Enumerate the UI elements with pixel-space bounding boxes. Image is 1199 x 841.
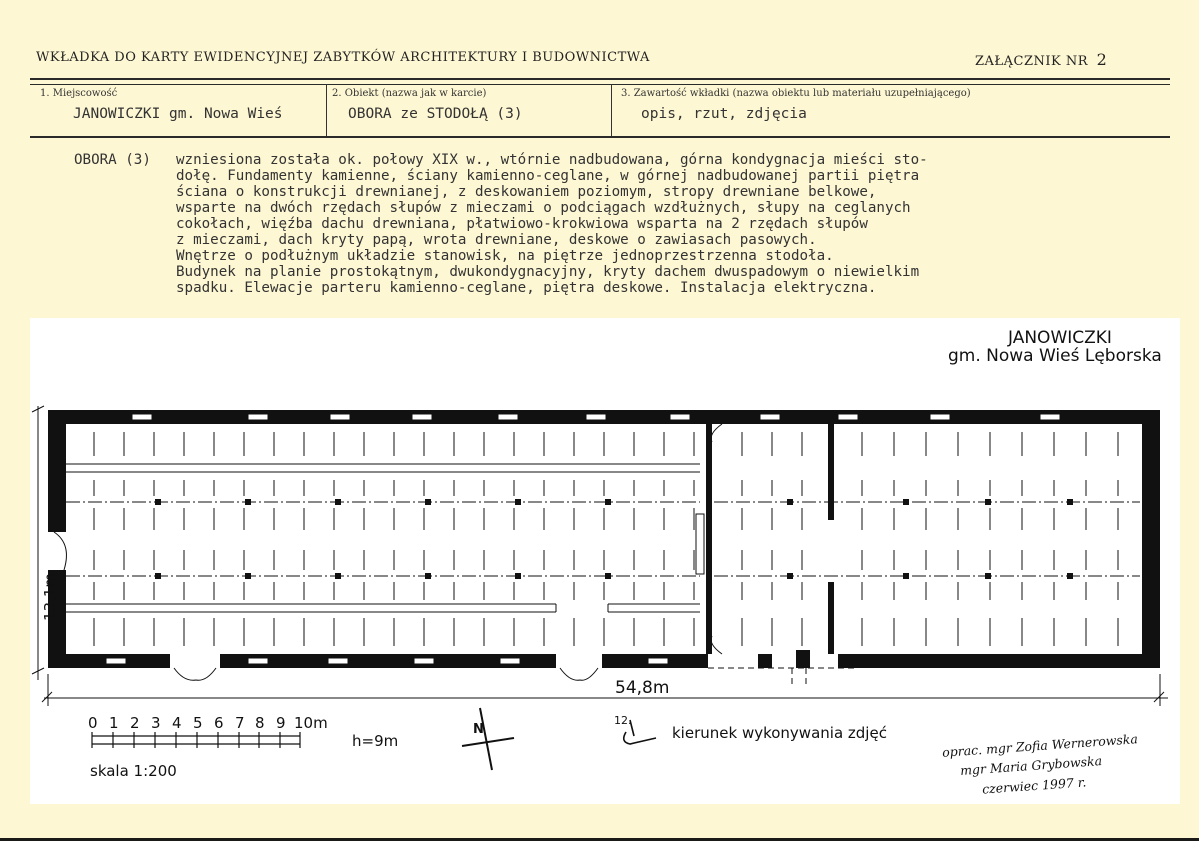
post — [335, 573, 341, 579]
credit-line: mgr Maria Grybowska — [959, 753, 1103, 778]
description-line: spadku. Elewacje parteru kamienno-ceglane, piętra deskowe. Instalacja elektryczna. — [176, 280, 877, 296]
description-line: Budynek na planie prostokątnym, dwukondygnacyjny, kryty dachem dwuspadowym o niewielkim — [176, 264, 920, 280]
length-dimension: 54,8m — [615, 678, 670, 698]
post — [515, 573, 521, 579]
south-gate-2 — [556, 654, 602, 668]
post — [985, 499, 991, 505]
axis-lines — [66, 502, 1140, 576]
description-line: cokołach, więźba dachu drewniana, płatwiowo-krokwiowa wsparta na 2 rzędach słupów — [176, 216, 868, 232]
post — [903, 573, 909, 579]
south-gate-3 — [708, 654, 858, 668]
scale-number: 6 — [214, 714, 224, 732]
post — [985, 573, 991, 579]
scale-number: 7 — [235, 714, 245, 732]
field-label-locality: 1. Miejscowość — [40, 88, 118, 99]
wall-east — [1142, 410, 1160, 668]
scale-number: 9 — [276, 714, 286, 732]
width-dimension: 13,1m — [41, 572, 60, 622]
description-line: Wnętrze o podłużnym układzie stanowisk, na piętrze jednoprzestrzenna stodoła. — [176, 248, 834, 264]
header-rule-bottom — [30, 136, 1170, 138]
field-value-object: OBORA ze STODOŁĄ (3) — [348, 106, 523, 122]
attachment-label — [975, 50, 1107, 69]
north-label: N — [473, 722, 484, 737]
scale-number: 8 — [255, 714, 265, 732]
description-lead: OBORA (3) — [74, 152, 151, 168]
post — [425, 499, 431, 505]
beams — [66, 464, 700, 612]
scale-number: 2 — [130, 714, 140, 732]
north-arrow — [462, 708, 514, 770]
post — [787, 573, 793, 579]
post — [605, 573, 611, 579]
south-door-dash — [708, 668, 858, 684]
scale-number: 0 — [88, 714, 98, 732]
description-line: ściana o konstrukcji drewnianej, z deskowaniem poziomym, stropy drewniane belkowe, — [176, 184, 877, 200]
partition-wall-2b — [828, 582, 834, 654]
header-rule-top — [30, 78, 1170, 80]
scale-number: 1 — [109, 714, 119, 732]
post — [787, 499, 793, 505]
scale-label: skala 1:200 — [90, 762, 177, 780]
field-value-locality: JANOWICZKI gm. Nowa Wieś — [73, 106, 283, 122]
scale-bar — [92, 732, 300, 748]
field-divider-2 — [611, 84, 612, 136]
description-line: dołę. Fundamenty kamienne, ściany kamienno-ceglane, w górnej nadbudowanej partii piętra — [176, 168, 920, 184]
post — [425, 573, 431, 579]
post — [155, 499, 161, 505]
scale-number: 3 — [151, 714, 161, 732]
plan-commune: gm. Nowa Wieś Lęborska — [948, 346, 1162, 366]
header-rule-inner — [30, 84, 1170, 85]
south-gate-1 — [170, 654, 220, 668]
form-title: WKŁADKA DO KARTY EWIDENCYJNEJ ZABYTKÓW ARCHITEKTURY I BUDOWNICTWA — [36, 50, 650, 65]
credit-line: oprac. mgr Zofia Wernerowska — [941, 731, 1139, 760]
partition-wall-1 — [706, 424, 712, 654]
wall-west-upper — [48, 410, 66, 532]
description-line: z mieczami, dach kryty papą, wrota drewniane, deskowe o zawiasach pasowych. — [176, 232, 817, 248]
post — [903, 499, 909, 505]
height-label: h=9m — [352, 732, 399, 750]
post — [1067, 573, 1073, 579]
plan-place: JANOWICZKI — [1008, 328, 1112, 348]
photo-legend: kierunek wykonywania zdjęć — [672, 724, 887, 742]
post — [1067, 499, 1073, 505]
field-value-contents: opis, rzut, zdjęcia — [641, 106, 807, 122]
field-divider-1 — [326, 84, 327, 136]
scale-number: 5 — [193, 714, 203, 732]
attachment-label-text: ZAŁĄCZNIK NR — [975, 54, 1089, 69]
post — [335, 499, 341, 505]
field-label-object: 2. Obiekt (nazwa jak w karcie) — [332, 88, 487, 99]
photo-marker-number: 12. — [614, 714, 632, 727]
floor-plan-sheet — [30, 318, 1180, 804]
field-label-contents: 3. Zawartość wkładki (nazwa obiektu lub materiału uzupełniającego) — [621, 88, 971, 99]
description-line: wzniesiona została ok. połowy XIX w., wtórnie nadbudowana, górna kondygnacja mieści sto- — [176, 152, 928, 168]
credit-line: czerwiec 1997 r. — [981, 774, 1087, 797]
scale-number: 4 — [172, 714, 182, 732]
scale-number: 10m — [294, 714, 328, 732]
post — [155, 573, 161, 579]
attachment-number: 2 — [1096, 50, 1108, 69]
post — [245, 573, 251, 579]
partition-wall-2 — [828, 424, 834, 520]
post — [245, 499, 251, 505]
post — [605, 499, 611, 505]
post — [515, 499, 521, 505]
description-line: wsparte na dwóch rzędach słupów z mieczami o podciągach wzdłużnych, słupy na ceglanych — [176, 200, 911, 216]
posts — [155, 499, 1073, 579]
